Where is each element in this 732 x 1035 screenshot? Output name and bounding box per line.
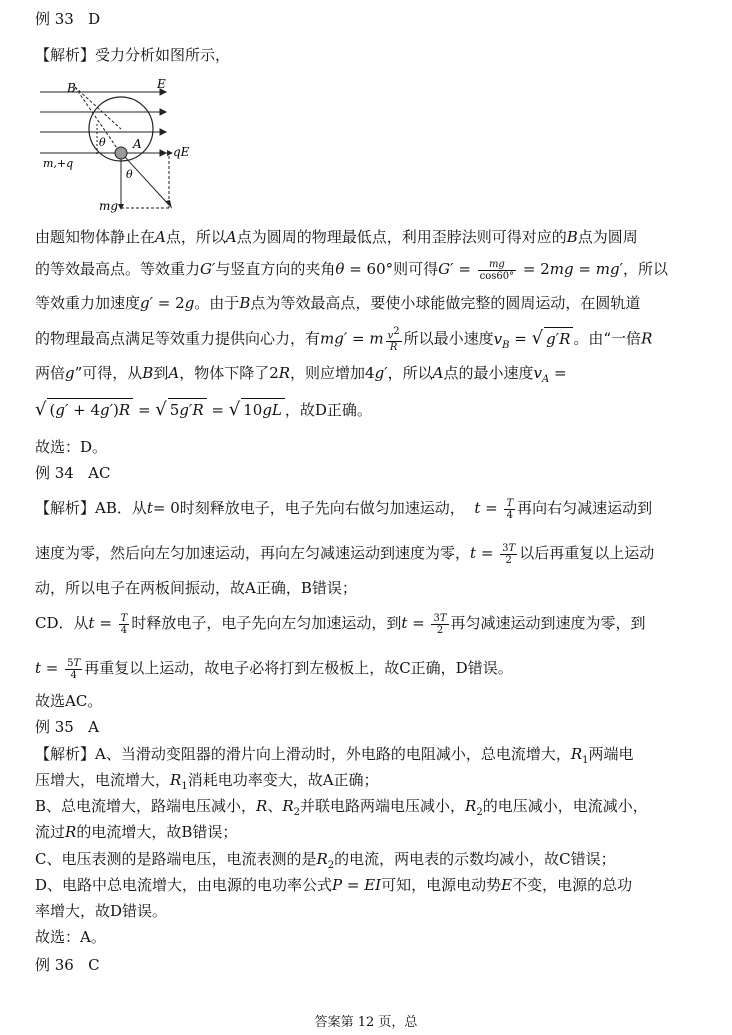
ex33-line-1: 由题知物体静止在A点，所以A点为圆周的物理最低点，利用歪脖法则可得对应的B点为圆周 [35,228,638,246]
page-footer: 答案第 12 页，总 [314,1015,418,1030]
ex33-heading: 例 33 D [35,10,101,28]
label-E: E [157,77,166,91]
ex33-conclusion: 故选：D。 [35,438,108,456]
ex34-line-5: t = $\frac{5T}{4}$ 再重复以上运动，故电子必将打到左极板上，故C正确，D错误。 [35,657,513,681]
label-qE: qE [173,145,190,159]
ex35-line-6: D、电路中总电流增大，由电源的电功率公式P = EI可知，电源电动势E不变，电源的总功 [35,876,633,894]
label-theta-1: θ [99,136,106,149]
label-B: B [67,81,76,95]
ex33-line-5: 两倍g”可得，从B到A，物体下降了2R，则应增加4g′，所以A点的最小速度$v_A$ = [35,364,567,385]
ex35-line-4: 流过R的电流增大，故B错误； [35,823,238,841]
ex35-conclusion: 故选：A。 [35,928,106,946]
ex34-line-4: CD．从t = $\frac{T}{4}$ 时释放电子，电子先向左匀加速运动，到t = $\frac{3T}{2}$ 再匀减速运动到速度为零，到 [35,612,646,636]
ex35-line-3: B、总电流增大，路端电压减小，R、$R_2$并联电路两端电压减小，$R_2$的电压减小，电流减小， [35,797,648,818]
ex33-line-4: 的物理最高点满足等效重力提供向心力，有mg′ = m $\frac{v^2}{R}$ 所以最小速度$v_B$ = √ g′R 。由“一倍R [35,326,653,354]
force-diagram [35,72,205,217]
label-theta-2: θ [126,168,133,181]
label-A: A [133,137,142,151]
ex35-line-1: 【解析】A、当滑动变阻器的滑片向上滑动时，外电路的电阻减小，总电流增大，$R_1$两端电 [35,745,634,766]
label-mg: mg [99,199,119,213]
ex33-line-3: 等效重力加速度g′ = 2g。由于B点为等效最高点，要使小球能做完整的圆周运动，在圆轨道 [35,294,641,312]
ex35-line-5: C、电压表测的是路端电压，电流表测的是$R_2$的电流，两电表的示数均减小，故C错误； [35,850,616,871]
ex34-line-1: 【解析】AB．从t= 0时刻释放电子，电子先向右做匀加速运动， t = $\frac{T}{4}$ 再向右匀减速运动到 [35,497,653,521]
ex33-line-2: 的等效最高点。等效重力G′与竖直方向的夹角θ = 60°则可得G′ = $\frac{mg}{\cos 60^\circ}$ = 2mg = mg′，所以 [35,258,668,282]
ex33-analysis-intro: 【解析】受力分析如图所示， [35,46,231,64]
ex34-line-3: 动，所以电子在两板间振动，故A正确，B错误； [35,579,357,597]
ex34-line-2: 速度为零，然后向左匀加速运动，再向左匀减速运动到速度为零，t = $\frac{3T}{2}$ 以后再重复以上运动 [35,542,655,566]
label-mq: m,+q [43,157,74,170]
ex33-line-6: √ (g′ + 4g′)R = √ 5g′R = √ 10gL ，故D正确。 [35,399,372,420]
ex35-line-2: 压增大，电流增大，$R_1$消耗电功率变大，故A正确； [35,771,379,792]
ex35-line-7: 率增大，故D错误。 [35,902,168,920]
ex34-heading: 例 34 AC [35,464,111,482]
ex36-heading: 例 36 C [35,956,100,974]
ex34-conclusion: 故选AC。 [35,692,103,710]
ex35-heading: 例 35 A [35,718,100,736]
